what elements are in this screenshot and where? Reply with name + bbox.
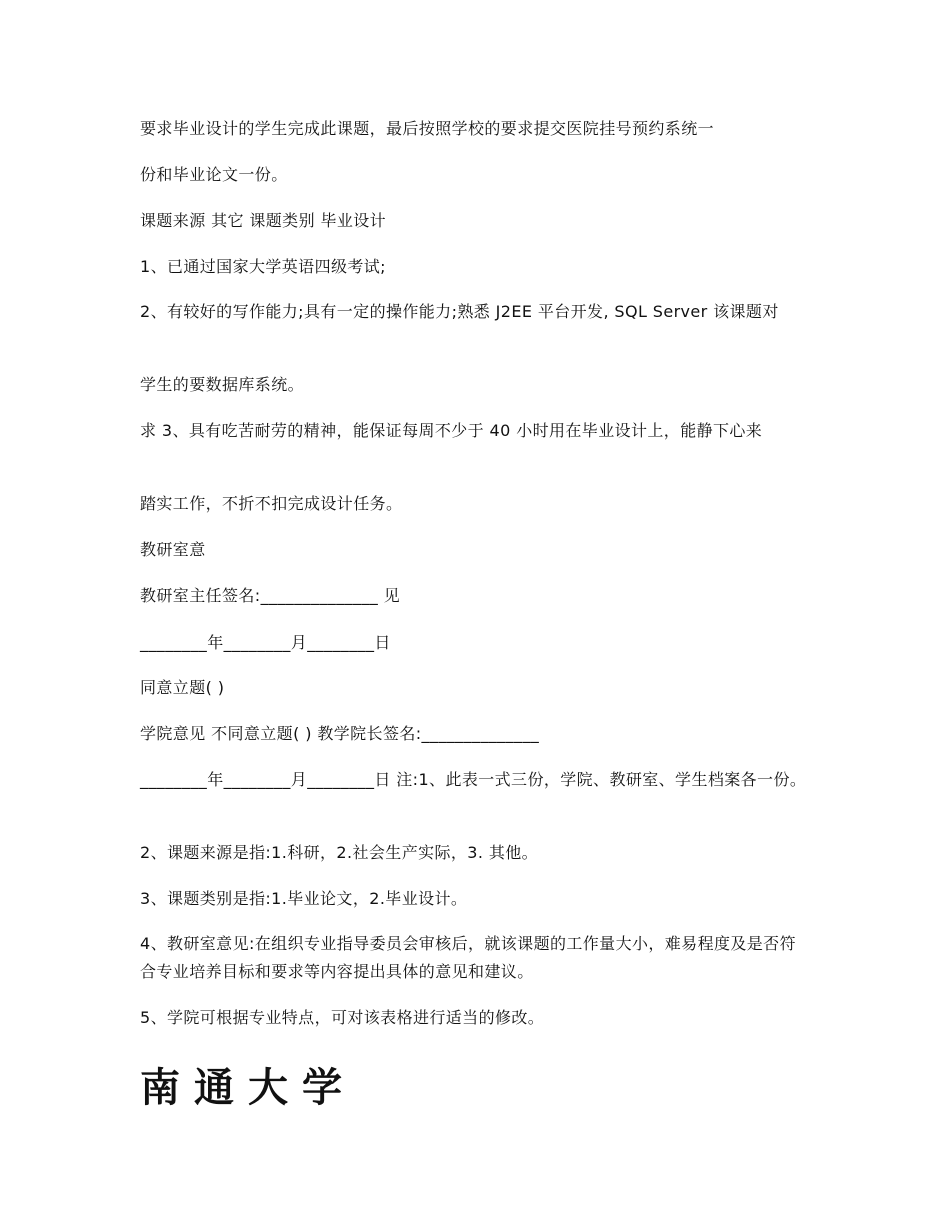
paragraph-requirement-2-cont: 学生的要数据库系统。 <box>140 375 305 394</box>
university-title: 南通大学 <box>140 1065 356 1111</box>
paragraph-note-2: 2、课题来源是指:1.科研，2.社会生产实际，3. 其他。 <box>140 843 539 862</box>
paragraph-note-4: 4、教研室意见:在组织专业指导委员会审核后，就该课题的工作量大小，难易程度及是否符合专业培养目标和要求等内容提出具体的意见和建议。 <box>140 934 796 981</box>
paragraph-note-3: 3、课题类别是指:1.毕业论文，2.毕业设计。 <box>140 889 468 908</box>
paragraph-requirement-3: 求 3、具有吃苦耐劳的精神，能保证每周不少于 40 小时用在毕业设计上，能静下心来 <box>140 421 763 440</box>
paragraph-note-5: 5、学院可根据专业特点，可对该表格进行适当的修改。 <box>140 1008 545 1027</box>
paragraph-requirement-intro-cont: 份和毕业论文一份。 <box>140 165 288 184</box>
paragraph-dept-opinion-label: 教研室意 <box>140 540 206 559</box>
paragraph-college-opinion: 学院意见 不同意立题( ) 教学院长签名:______________ <box>140 724 540 743</box>
paragraph-requirement-2: 2、有较好的写作能力;具有一定的操作能力;熟悉 J2EE 平台开发, SQL Server 该课题对 <box>140 302 779 321</box>
paragraph-requirement-intro: 要求毕业设计的学生完成此课题，最后按照学校的要求提交医院挂号预约系统一 <box>140 119 715 138</box>
paragraph-requirement-1: 1、已通过国家大学英语四级考试; <box>140 257 386 276</box>
paragraph-agree-topic: 同意立题( ) <box>140 678 225 697</box>
paragraph-date-line-2-note: ________年________月________日 注:1、此表一式三份，学院、教研室、学生档案各一份。 <box>140 770 807 789</box>
paragraph-requirement-3-cont: 踏实工作，不折不扣完成设计任务。 <box>140 494 403 513</box>
paragraph-topic-source-type: 课题来源 其它 课题类别 毕业设计 <box>140 211 387 230</box>
paragraph-dept-head-signature: 教研室主任签名:______________ 见 <box>140 586 401 605</box>
paragraph-date-line-1: ________年________月________日 <box>140 633 391 652</box>
